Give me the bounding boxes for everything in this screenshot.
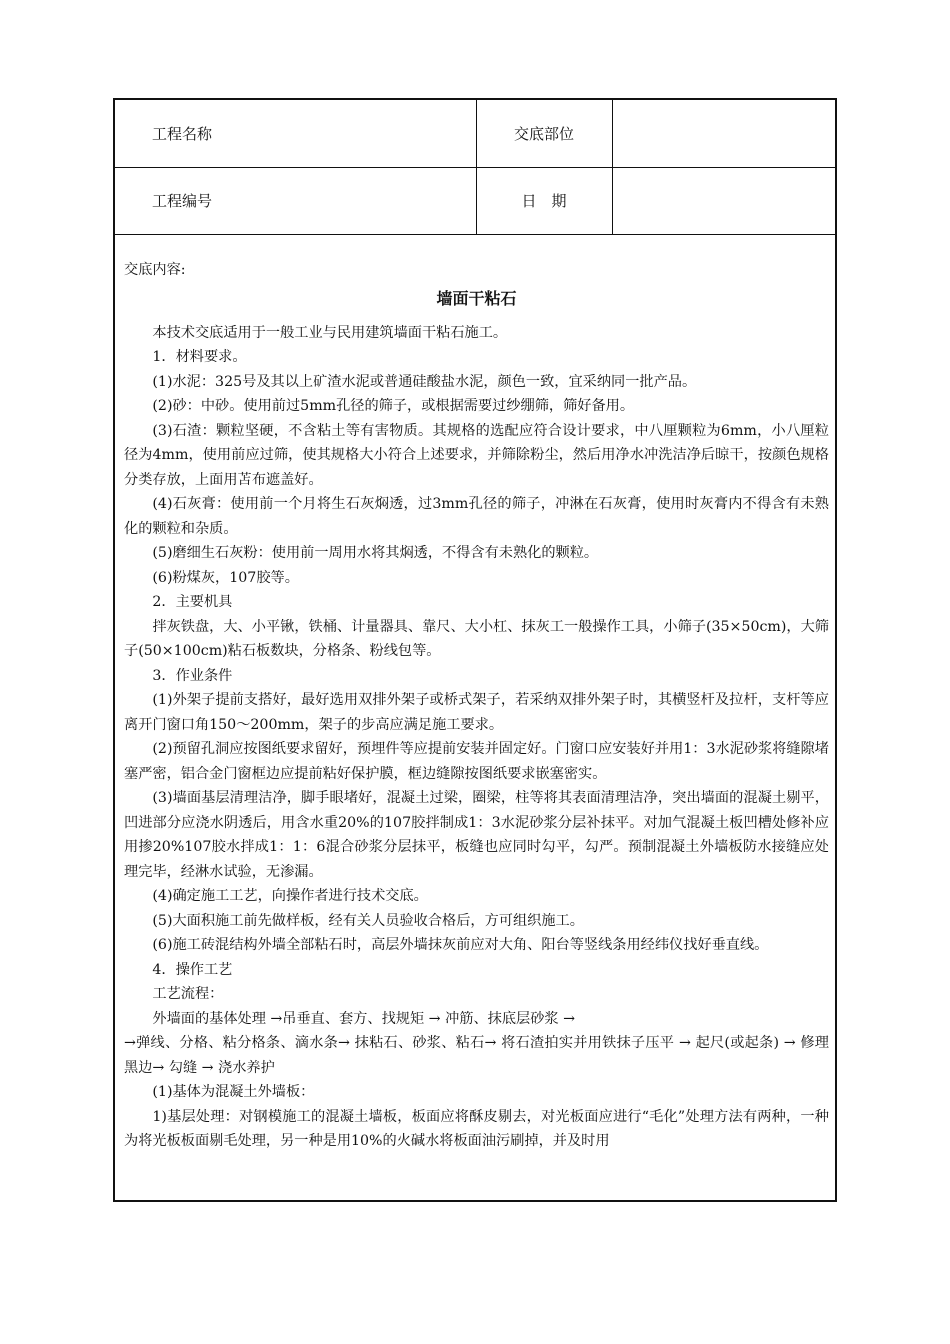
process-flow-line-1: 外墙面的基体处理 →吊垂直、套方、找规矩 → 冲筋、抹底层砂浆 → xyxy=(152,1010,575,1027)
project-name-value[interactable] xyxy=(249,100,476,167)
paragraph: (4)石灰膏：使用前一个月将生石灰焖透，过3mm孔径的筛子，冲淋在石灰膏，使用时灰膏内不得含有未熟化的颗粒和杂质。 xyxy=(124,496,829,537)
paragraph: (1)水泥：325号及其以上矿渣水泥或普通硅酸盐水泥，颜色一致，宜采纳同一批产品。 xyxy=(152,373,697,390)
project-name-label: 工程名称 xyxy=(151,125,212,143)
paragraph: 本技术交底适用于一般工业与民用建筑墙面干粘石施工。 xyxy=(152,324,508,341)
paragraph: (4)确定施工工艺，向操作者进行技术交底。 xyxy=(152,888,428,904)
paragraph: (1)外架子提前支搭好，最好选用双排外架子或桥式架子，若采纳双排外架子时，其横竖杆及拉杆，支杆等应离开门窗口角150～200mm，架子的步高应满足施工要求。 xyxy=(124,692,829,733)
paragraph: (6)施工砖混结构外墙全部粘石时，高层外墙抹灰前应对大角、阳台等竖线条用经纬仪找好垂直线。 xyxy=(152,937,769,953)
paragraph: 3．作业条件 xyxy=(152,667,233,684)
row-divider xyxy=(115,234,835,235)
document-title: 墙面干粘石 xyxy=(436,288,517,308)
paragraph: 4．操作工艺 xyxy=(152,961,233,978)
paragraph: (1)基体为混凝土外墙板： xyxy=(152,1084,315,1100)
paragraph: (3)墙面基层清理洁净，脚手眼堵好，混凝土过梁，圈梁，柱等将其表面清理洁净，突出墙面的混凝土剔平，凹进部分应浇水阴透后，用含水重20%的107胶拌制成1：3水泥砂浆分层补抹平。对加气混凝土板凹槽处修补应用掺20%107胶水拌成1：1：6混合砂浆分层抹平，板缝也应同时勾平，勾严。预制混凝土外墙板防水接缝应处理完毕，经淋水试验，无渗漏。 xyxy=(124,790,829,880)
paragraph: 2．主要机具 xyxy=(152,594,233,610)
paragraph: (2)预留孔洞应按图纸要求留好，预埋件等应提前安装并固定好。门窗口应安装好并用1：3水泥砂浆将缝隙堵塞严密，铝合金门窗框边应提前粘好保护膜，框边缝隙按图纸要求嵌塞密实。 xyxy=(124,741,829,782)
paragraph: (2)砂：中砂。使用前过5mm孔径的筛子，或根据需要过纱绷筛，筛好备用。 xyxy=(152,398,635,414)
paragraph: 1．材料要求。 xyxy=(152,349,247,365)
paragraph: (3)石渣：颗粒坚硬，不含粘土等有害物质。其规格的选配应符合设计要求，中八厘颗粒为6mm，小八厘粒径为4mm，使用前应过筛，使其规格大小符合上述要求，并筛除粉尘，然后用净水冲洗洁净后晾干，按颜色规格分类存放，上面用苫布遮盖好。 xyxy=(124,422,829,488)
paragraph: 1)基层处理：对钢模施工的混凝土墙板，板面应将酥皮剔去，对光板面应进行“毛化”处理方法有两种，一种为将光板板面剔毛处理，另一种是用10%的火碱水将板面油污刷掉，并及时用 xyxy=(124,1108,829,1149)
disclosure-form xyxy=(113,98,837,1202)
project-number-label: 工程编号 xyxy=(151,192,212,210)
disclosure-content xyxy=(124,258,829,1154)
date-value[interactable] xyxy=(612,167,835,234)
paragraph: 工艺流程： xyxy=(152,986,224,1002)
location-value[interactable] xyxy=(612,100,835,167)
paragraph: (5)磨细生石灰粉：使用前一周用水将其焖透，不得含有未熟化的颗粒。 xyxy=(152,545,599,561)
date-label: 日 期 xyxy=(521,192,567,210)
paragraph: 拌灰铁盘，大、小平锹，铁桶、计量器具、靠尺、大小杠、抹灰工一般操作工具，小筛子(35×50cm)，大筛子(50×100cm)粘石板数块，分格条、粉线包等。 xyxy=(124,618,829,659)
location-label: 交底部位 xyxy=(513,125,574,143)
project-number-value[interactable] xyxy=(249,167,476,234)
paragraph: (5)大面积施工前先做样板，经有关人员验收合格后，方可组织施工。 xyxy=(152,912,584,929)
process-flow-line-2: →弹线、分格、粘分格条、滴水条→ 抹粘石、砂浆、粘石→ 将石渣拍实并用铁抹子压平 → 起尺(或起条) → 修理黑边→ 勾缝 → 浇水养护 xyxy=(124,1035,829,1076)
content-intro-label: 交底内容: xyxy=(124,262,186,278)
paragraph: (6)粉煤灰，107胶等。 xyxy=(152,569,299,586)
